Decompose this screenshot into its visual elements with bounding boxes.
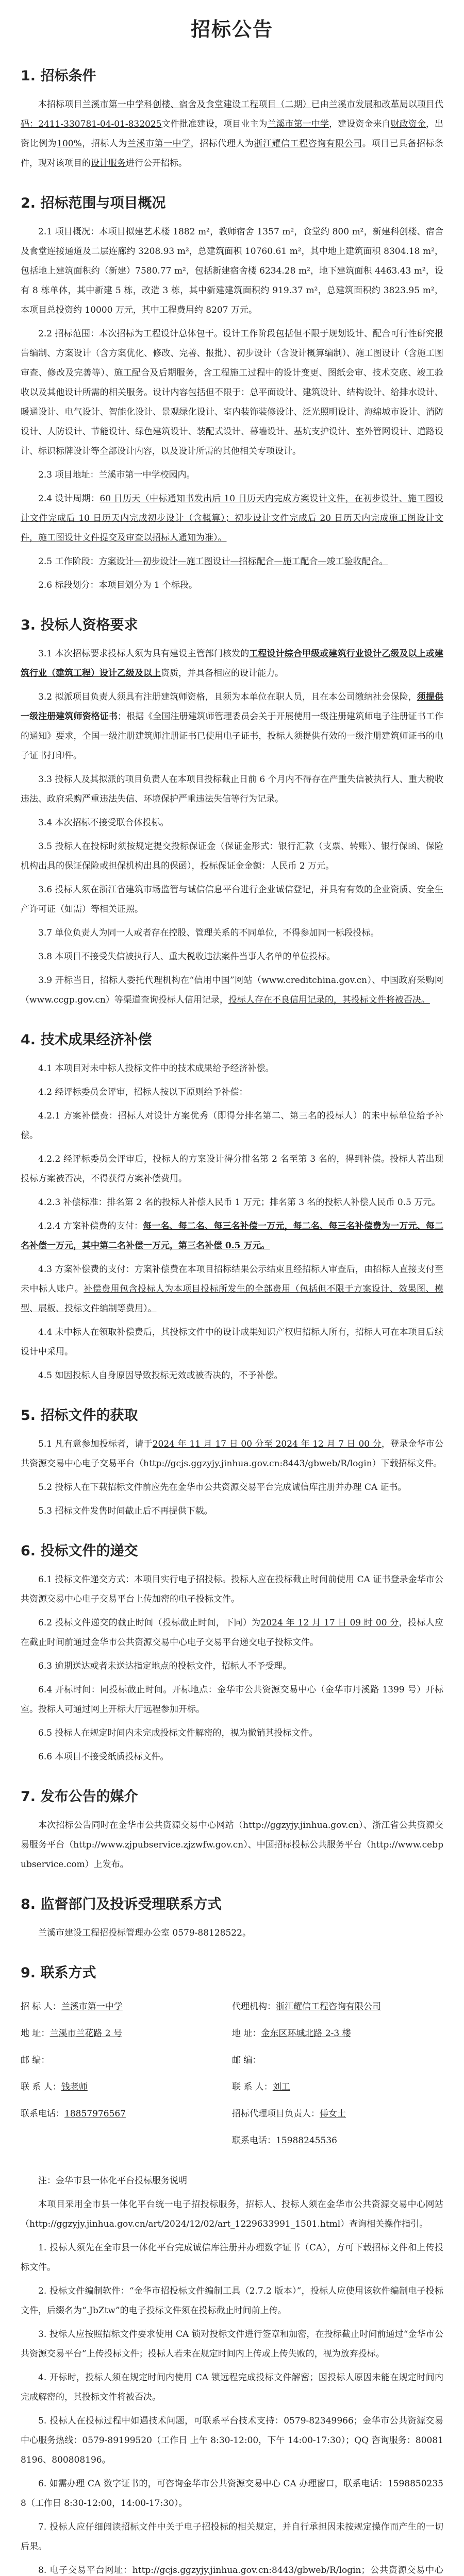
notice-paragraph: 2. 投标文件编制软件：“金华市招投标文件编制工具（2.7.2 版本）”，投标人应使用该软件编制电子投标文件，后缀名为“.JbZtw”的电子投标文件须在投标截止时间前上传。 (21, 2286, 443, 2316)
section-title: 9. 联系方式 (21, 1965, 96, 1981)
text: 6.2 投标文件递交的截止时间（投标截止时间，下同）为 (38, 1618, 261, 1628)
project-code-label: 项目代码： (21, 99, 444, 129)
compensation-amounts: 每一名、每二名、每三名补偿一万元，每二名、每三名补偿费为一万元、每二名补偿一万元，其中第二名补偿一万元，第三名补偿 0.5 万元。 (21, 1221, 443, 1251)
text: 4.2.4 方案补偿费的支付： (38, 1221, 143, 1231)
table-row (21, 1992, 443, 2019)
section-qualifications (21, 614, 443, 1010)
obtain-documents-paragraph: 5.3 招标文件发售时间截止后不再提供下载。 (38, 1506, 213, 1516)
section-title: 4. 技术成果经济补偿 (21, 1032, 152, 1048)
compensation-paragraph: 4.4 未中标人在领取补偿费后，其投标文件中的设计成果知识产权归招标人所有，招标人可在本项目后续设计中采用。 (21, 1327, 443, 1357)
submission-paragraph: 6.6 本项目不接受纸质投标文件。 (38, 1752, 169, 1762)
submission-paragraph: 6.1 投标文件递交方式：本项目实行电子招投标。投标人应在投标截止时间前使用 CA 证书登录金华市公共资源交易中心电子交易平台上传加密的电子投标文件。 (21, 1574, 443, 1604)
section-submission (21, 1539, 443, 1767)
project-owner: 兰溪市第一中学 (267, 119, 329, 129)
section-title: 6. 投标文件的递交 (21, 1543, 138, 1559)
compensation-paragraph: 4.2.1 方案补偿费：招标人对设计方案优秀（即得分排名第二、第三名的投标人）的未中标单位给予补偿。 (21, 1111, 443, 1141)
agent-name: 浙江耀信工程咨询有限公司 (254, 139, 362, 149)
submission-paragraph: 6.5 投标人在规定时间内未完成投标文件解密的，视为撤销其投标文件。 (38, 1728, 318, 1738)
text: 。项目已具备招标条件，现对该项目的 (21, 139, 444, 168)
address-cell (21, 2019, 232, 2045)
obtain-documents-paragraph (21, 1434, 443, 1473)
qualification-paragraph: 3.5 投标人在投标时须按规定提交投标保证金（保证金形式：银行汇款（支票、转账）、银行保函、保险机构出具的保证保险或担保机构出具的保函），投标保证金金额：人民币 2 万元。 (21, 841, 443, 871)
tenderer-cell (21, 1992, 232, 2019)
agent-contact: 刘工 (272, 2081, 290, 2092)
compensation-paragraph: 4.2.3 补偿标准：排名第 2 名的投标人补偿人民币 1 万元；排名第 3 名的投标人补偿人民币 0.5 万元。 (38, 1197, 441, 1208)
notice-paragraph: 1. 投标人须先在全市县一体化平台完成诚信库注册并办理数字证书（CA），方可下载招标文件和上传投标文件。 (21, 2243, 443, 2273)
compensation-paragraph: 4.1 本项目对未中标人投标文件中的技术成果给予经济补偿。 (38, 1063, 274, 1074)
section-contacts (21, 1961, 443, 2153)
label: 联 系 人： (21, 2081, 61, 2092)
tenderer-address: 兰溪市兰花路 2 号 (49, 2028, 123, 2039)
phone-cell (21, 2099, 232, 2126)
phone-cell (232, 2126, 443, 2153)
text: ，出资比例为 (21, 119, 444, 149)
section-title: 8. 监督部门及投诉受理联系方式 (21, 1896, 222, 1912)
notice-paragraph: 3. 投标人应按照招标文件要求使用 CA 锁对投标文件进行签章和加密，在投标截止时间前通过“金华市公共资源交易平台”上传投标文件；投标人若未在规定时间内上传或上传失败的，视为放弃投标。 (21, 2329, 443, 2359)
text: ，建设资金来自 (329, 119, 391, 129)
table-row (21, 2126, 443, 2153)
label: 联系电话： (21, 2108, 64, 2119)
approver-name: 兰溪市发展和改革局 (328, 99, 408, 110)
tender-conditions-paragraph (21, 95, 443, 173)
qualification-paragraph (21, 644, 443, 683)
text: 已由 (311, 99, 329, 110)
agent-phone: 15988245536 (276, 2135, 337, 2146)
text: 5.1 凡有意参加投标者，请于 (38, 1439, 153, 1449)
text: 本招标项目 (38, 99, 82, 110)
compensation-paragraph: 4.2 经评标委员会评审，招标人按以下原则给予补偿： (38, 1087, 248, 1097)
project-lead-paragraph (21, 687, 443, 766)
section-scope-overview (21, 192, 443, 595)
submission-deadline: 2024 年 12 月 17 日 09 时 00 分 (260, 1618, 399, 1628)
contact-table (21, 1992, 443, 2153)
label: 地 址： (21, 2028, 50, 2039)
text: 补偿费用包含投标人为本项目投标所发生的全部费用（包括但不限于方案设计、效果图、模型、展板、投标文件编制等费用）。 (21, 1284, 444, 1314)
contact-cell (232, 2072, 443, 2099)
text: 文件批准建设，项目业主为 (161, 119, 268, 129)
table-row (21, 2045, 443, 2072)
notice-paragraph: 8. 电子交易平台网址：http://gcjs.ggzyjy.jinhua.gov.cn:8443/gbweb/R/login；公共资源交易中心 (38, 2565, 443, 2575)
postcode-cell (21, 2045, 232, 2072)
project-address-paragraph: 2.3 项目地址：兰溪市第一中学校园内。 (38, 470, 195, 480)
submission-paragraph (21, 1613, 443, 1652)
notice-title: 注：金华市县一体化平台投标服务说明 (38, 2176, 187, 2186)
download-period: 2024 年 11 月 17 日 00 分至 2024 年 12 月 7 日 00 分 (152, 1439, 382, 1449)
qualification-paragraph: 3.7 单位负责人为同一人或者存在控股、管理关系的不同单位，不得参加同一标段投标。 (38, 928, 379, 938)
submission-paragraph: 6.4 开标时间：同投标截止时间。开标地点：金华市公共资源交易中心（金华市丹溪路 1399 号）开标室。投标人可通过网上开标大厅远程参加开标。 (21, 1685, 443, 1715)
supervision-paragraph: 兰溪市建设工程招投标管理办公室 0579-88128522。 (38, 1928, 251, 1938)
address-cell (232, 2019, 443, 2045)
contact-cell (21, 2072, 232, 2099)
platform-notice (21, 2171, 443, 2576)
label: 招标代理项目负责人： (232, 2108, 320, 2119)
label: 地 址： (232, 2028, 261, 2039)
media-paragraph: 本次招标公告同时在金华市公共资源交易中心网站（http://ggzyjy.jinhua.gov.cn）、浙江省公共资源交易服务平台（http://www.zjpubservice.zjzwfw.gov.cn）、中国招标投标公共服务平台（http://www.cebpubservice.com）上发布。 (21, 1820, 443, 1870)
qualification-paragraph: 3.6 投标人须在浙江省建筑市场监管与诚信信息平台进行企业诚信登记，并具有有效的企业资质、安全生产许可证（如需）等相关证照。 (21, 885, 443, 914)
section-compensation (21, 1028, 443, 1385)
agent-cell (232, 1992, 443, 2019)
agent-project-manager: 傅女士 (320, 2108, 346, 2119)
required-certificate: 须提供一级注册建筑师资格证书 (21, 692, 443, 722)
agent-name: 浙江耀信工程咨询有限公司 (276, 2001, 381, 2012)
tenderer-name: 兰溪市第一中学 (61, 2001, 123, 2012)
notice-paragraph: 7. 投标人应仔细阅读招标文件中关于电子招投标的相关规定，并自行承担因未按规定操作而产生的一切后果。 (21, 2522, 443, 2552)
text: ；根据《全国注册建筑师管理委员会关于开展使用一级注册建筑师电子注册证书工作的通知》要求，全国一级注册建筑师注册证书已使用电子证书，投标人须提供有效的一级注册建筑师证书的电子证书打印件。 (21, 711, 443, 761)
compensation-paragraph: 4.5 如因投标人自身原因导致投标无效或被否决的，不予补偿。 (38, 1370, 283, 1381)
text: 3.9 开标当日，招标人委托代理机构在“信用中国”网站（www.creditchina.gov.cn）、中国政府采购网（www.ccgp.gov.cn）等渠道查询投标人信用记录， (21, 975, 443, 1005)
obtain-documents-paragraph: 5.2 投标人在下载招标文件前应先在金华市公共资源交易平台完成诚信库注册并办理 CA 证书。 (38, 1482, 407, 1493)
notice-paragraph: 4. 开标时，投标人须在规定时间内使用 CA 锁远程完成投标文件解密；因投标人原因未能在规定时间内完成解密的，其投标文件将被否决。 (21, 2372, 443, 2402)
tenderer-name: 兰溪市第一中学 (127, 139, 191, 149)
section-obtain-documents (21, 1404, 443, 1521)
work-stages: 方案设计—初步设计—施工图设计—招标配合—施工配合—竣工验收配合。 (98, 556, 388, 567)
lot-division-paragraph: 2.6 标段划分：本项目划分为 1 个标段。 (38, 580, 198, 590)
postcode-cell (232, 2045, 443, 2072)
text: ，招标人为 (81, 139, 127, 149)
agent-address: 金东区环城北路 2-3 楼 (261, 2028, 351, 2039)
text: ，登录金华市公共资源交易中心电子交易平台（http://gcjs.ggzyjy.jinhua.gov.cn:8443/gbweb/R/login）下载招标文件。 (21, 1439, 444, 1469)
label: 招 标 人： (21, 2001, 61, 2012)
text: 3.2 拟派项目负责人须具有注册建筑师资格，且须为本单位在职人员，且在本公司缴纳社会保险， (38, 692, 417, 702)
project-overview-paragraph: 2.1 项目概况：本项目拟建艺术楼 1882 m²，教师宿舍 1357 m²，食堂约 800 m²，新建科创楼、宿舍及食堂连接通道及二层连廊约 3208.93 m²，总建筑面积 10760.61 m²，其中地上建筑面积 8304.18 m²，包括地上建筑面积约（新建）7580.77 m²，包括新建宿舍楼 6234.28 m²，地下建筑面积 4463.43 m²，设有 8 栋单体，其中新建 5 栋，改造 3 栋，其中新建建筑面积约 919.37 m²，总建筑面积约 3823.95 m²，本项目总投资约 10000 万元，其中工程费用约 8207 万元。 (21, 227, 443, 315)
project-code: 2411-330781-04-01-832025 (38, 119, 162, 129)
design-period: 60 日历天（中标通知书发出后 10 日历天内完成方案设计文件，在初步设计、施工图设计文件完成后 10 日历天内完成初步设计（含概算）；初步设计文件完成后 20 日历天内完成施工图设计文件， (21, 494, 443, 543)
qualification-paragraph: 3.3 投标人及其拟派的项目负责人在本项目投标截止日前 6 个月内不得存在严重失信被执行人、重大税收违法、政府采购严重违法失信、环境保护严重违法失信等行为记录。 (21, 774, 443, 804)
fund-ratio: 100% (57, 139, 82, 149)
label: 邮 编： (232, 2055, 261, 2065)
label: 联系电话： (232, 2135, 276, 2146)
section-title: 5. 招标文件的获取 (21, 1408, 138, 1423)
compensation-paragraph: 4.2.2 经评标委员会评审后，投标人的方案设计得分排名第 2 名至第 3 名的，得到补偿。投标人若出现投标方案被否决，不得获得方案补偿费用。 (21, 1154, 443, 1184)
tenderer-phone: 18857976567 (64, 2108, 126, 2119)
document-title: 招标公告 (190, 18, 273, 41)
text: ，投标人应在截止时间前通过金华市公共资源交易中心电子交易平台递交电子投标文件。 (21, 1618, 443, 1648)
pm-cell (232, 2099, 443, 2126)
table-row (21, 2099, 443, 2126)
required-qualification: 工程设计综合甲级或建筑行业设计乙级及以上或建筑行业（建筑工程）设计乙级及以上 (21, 649, 443, 679)
label: 联 系 人： (232, 2081, 273, 2092)
tenderer-contact: 钱老师 (61, 2081, 88, 2092)
text: 投标人存在不良信用记录的，其投标文件将被否决。 (228, 995, 430, 1005)
project-name: 兰溪市第一中学科创楼、宿舍及食堂建设工程项目（二期） (82, 99, 311, 110)
notice-paragraph: 6. 如需办理 CA 数字证书的，可咨询金华市公共资源交易中心 CA 办理窗口，联系电话：15988502358（工作日 8:30-12:00，14:00-17:30）。 (21, 2479, 443, 2509)
text: 3.1 本次招标要求投标人须为具有建设主管部门核发的 (38, 649, 250, 659)
section-media (21, 1785, 443, 1874)
text: 施工图设计文件提交及审查以招标人通知为准）。 (38, 533, 227, 543)
text: 以 (408, 99, 417, 110)
text: 资质，并具备相应的设计能力。 (161, 668, 284, 679)
section-supervision (21, 1893, 443, 1943)
section-title: 2. 招标范围与项目概况 (21, 195, 166, 211)
design-period-paragraph (21, 489, 443, 548)
work-stages-paragraph (21, 552, 443, 571)
table-row (21, 2072, 443, 2099)
qualification-paragraph: 3.4 本次招标不接受联合体投标。 (38, 818, 169, 828)
section-tender-conditions (21, 64, 443, 173)
label: 邮 编： (21, 2055, 50, 2065)
section-title: 3. 投标人资格要求 (21, 617, 138, 633)
fund-source: 财政资金 (390, 119, 426, 129)
tender-scope-paragraph: 2.2 招标范围：本次招标为工程设计总体包干。设计工作阶段包括但不限于规划设计、配合可行性研究报告编制、方案设计（含方案优化、修改、完善、报批）、初步设计（含设计概算编制）、施工图设计（含施工图审查、修改及完善等）、施工配合及后期服务，含工程施工过程中的设计变更、图纸会审、技术交底、竣工验收以及其他设计所需的相关服务。设计内容包括但不限于：总平面设计、建筑设计、结构设计、给排水设计、暖通设计、电气设计、智能化设计、景观绿化设计、室内装饰装修设计、泛光照明设计、海绵城市设计、消防设计、人防设计、节能设计、绿色建筑设计、装配式设计、幕墙设计、基坑支护设计、室外管网设计、道路设计、标识标牌设计等全部设计内容，以及设计所需的其他相关专项设计。 (21, 329, 443, 456)
label: 代理机构： (232, 2001, 276, 2012)
text: 2.4 设计周期： (38, 494, 100, 504)
notice-paragraph: 5. 投标人在投标过程中如遇技术问题，可联系平台技术支持：0579-82349966；金华市公共资源交易中心服务热线：0579-89199520（工作日 上午 8:30-12:00，下午 14:00-17:30）；QQ 咨询服务：800818196、800808196。 (21, 2416, 443, 2465)
compensation-paragraph (21, 1216, 443, 1256)
text: ，招标代理人为 (190, 139, 254, 149)
text: 进行公开招标。 (126, 158, 187, 168)
qualification-paragraph (21, 971, 443, 1010)
section-title: 1. 招标条件 (21, 68, 96, 84)
section-title: 7. 发布公告的媒介 (21, 1789, 138, 1805)
empty-cell (21, 2126, 232, 2153)
qualification-paragraph: 3.8 本项目不接受失信被执行人、重大税收违法案件当事人名单的单位投标。 (38, 952, 336, 962)
text: 2.5 工作阶段： (38, 556, 99, 567)
text: 4.3 方案补偿费的支付：方案补偿费在本项目招标结果公示结束且经招标人审查后，由招标人直接支付至未中标人账户。 (21, 1264, 443, 1294)
table-row (21, 2019, 443, 2045)
compensation-paragraph (21, 1260, 443, 1318)
notice-paragraph: 本项目采用全市县一体化平台统一电子招投标服务，招标人、投标人须在金华市公共资源交易中心网站（http://ggzyjy.jinhua.gov.cn/art/2024/12/02/art_1229633991_1501.html）查询相关操作指引。 (21, 2199, 443, 2229)
tender-scope: 设计服务 (91, 158, 126, 168)
submission-paragraph: 6.3 逾期送达或者未送达指定地点的投标文件，招标人不予受理。 (38, 1661, 292, 1671)
